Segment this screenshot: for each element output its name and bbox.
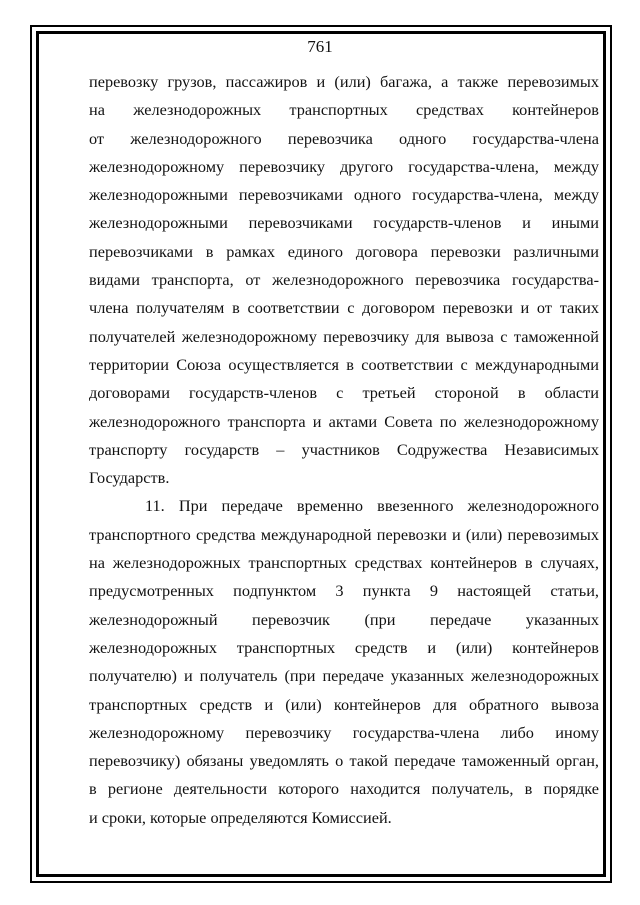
text-line: железнодорожного транспорта и актами Совета по железнодорожному <box>89 411 599 431</box>
text-line: железнодорожными перевозчиками государств-членов и иными <box>89 213 599 233</box>
text-line: получателю) и получатель (при передаче указанных железнодорожных <box>89 666 599 686</box>
text-line: железнодорожными перевозчиками одного государства-члена, между <box>89 185 599 205</box>
text-line: на железнодорожных транспортных средствах контейнеров в случаях, <box>89 553 599 573</box>
text-line: железнодорожных транспортных средств и (или) контейнеров <box>89 637 599 657</box>
text-line: перевозку грузов, пассажиров и (или) багажа, а также перевозимых <box>89 72 599 91</box>
text-line: транспортного средства международной перевозки и (или) перевозимых <box>89 524 599 544</box>
document-body <box>89 68 599 832</box>
text-line: на железнодорожных транспортных средствах контейнеров <box>89 100 599 120</box>
text-line: видами транспорта, от железнодорожного перевозчика государства- <box>89 270 599 290</box>
text-line: транспортных средств и (или) контейнеров для обратного вывоза <box>89 694 599 714</box>
text-line: и сроки, которые определяются Комиссией. <box>89 807 392 827</box>
text-line: перевозчиками в рамках единого договора перевозки различными <box>89 241 599 261</box>
text-line: предусмотренных подпунктом 3 пункта 9 настоящей статьи, <box>89 581 599 601</box>
text-line: 11. При передаче временно ввезенного железнодорожного <box>145 496 599 516</box>
text-line: получателей железнодорожному перевозчику для вывоза с таможенной <box>89 326 599 346</box>
text-line: члена получателям в соответствии с договором перевозки и от таких <box>89 298 599 318</box>
text-line: территории Союза осуществляется в соответствии с международными <box>89 354 599 374</box>
text-line: в регионе деятельности которого находится получатель, в порядке <box>89 779 599 799</box>
text-line: договорами государств-членов с третьей стороной в области <box>89 383 599 403</box>
text-line: железнодорожный перевозчик (при передаче указанных <box>89 609 599 629</box>
text-line: перевозчику) обязаны уведомлять о такой передаче таможенный орган, <box>89 751 599 771</box>
text-line: железнодорожному перевозчику государства-члена либо иному <box>89 722 599 742</box>
text-line: от железнодорожного перевозчика одного государства-члена <box>89 128 599 148</box>
text-line: транспорту государств – участников Содружества Независимых <box>89 439 599 459</box>
text-line: железнодорожному перевозчику другого государства-члена, между <box>89 156 599 176</box>
text-line: Государств. <box>89 468 170 488</box>
page-number: 761 <box>307 37 333 56</box>
